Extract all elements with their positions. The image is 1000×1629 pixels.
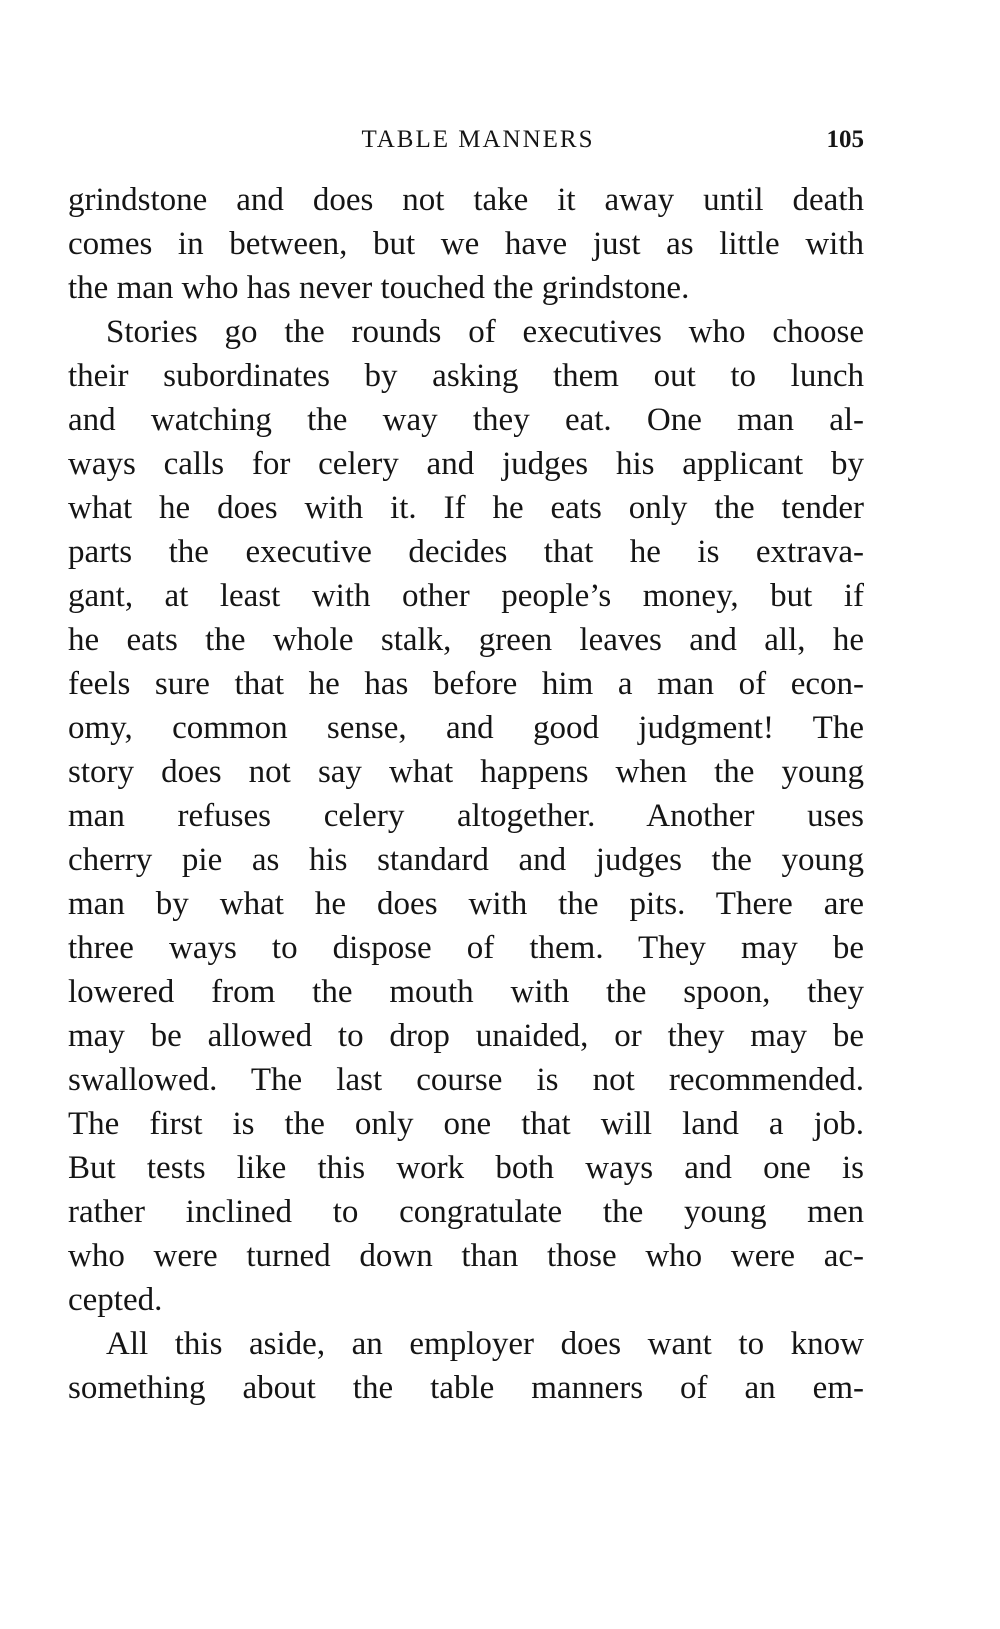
paragraph-first-line: All this aside, an employer does want to know <box>106 1326 864 1362</box>
text-line: The first is the only one that will land a job. <box>68 1106 864 1142</box>
text-line: three ways to dispose of them. They may be <box>68 930 864 966</box>
text-line: lowered from the mouth with the spoon, they <box>68 974 864 1010</box>
text-line: cherry pie as his standard and judges the young <box>68 842 864 878</box>
page-number: 105 <box>826 126 864 153</box>
text-line: something about the table manners of an em- <box>68 1370 864 1406</box>
text-line: ways calls for celery and judges his applicant by <box>68 446 864 482</box>
text-line: comes in between, but we have just as little with <box>68 226 864 262</box>
text-line: and watching the way they eat. One man al- <box>68 402 864 438</box>
text-line: swallowed. The last course is not recommended. <box>68 1062 864 1098</box>
text-line: feels sure that he has before him a man of econ- <box>68 666 864 702</box>
text-line: cepted. <box>68 1282 163 1318</box>
text-line: But tests like this work both ways and one is <box>68 1150 864 1186</box>
text-line: omy, common sense, and good judgment! The <box>68 710 864 746</box>
paragraph-first-line: Stories go the rounds of executives who choose <box>106 314 864 350</box>
text-line: the man who has never touched the grindstone. <box>68 270 690 306</box>
text-line: he eats the whole stalk, green leaves and all, he <box>68 622 864 658</box>
text-line: grindstone and does not take it away until death <box>68 182 864 218</box>
text-line: man by what he does with the pits. There are <box>68 886 864 922</box>
text-line: may be allowed to drop unaided, or they may be <box>68 1018 864 1054</box>
text-line: their subordinates by asking them out to lunch <box>68 358 864 394</box>
running-title: TABLE MANNERS <box>361 126 595 153</box>
text-line: rather inclined to congratulate the young men <box>68 1194 864 1230</box>
text-line: man refuses celery altogether. Another uses <box>68 798 864 834</box>
text-line: parts the executive decides that he is extrava- <box>68 534 864 570</box>
text-line: who were turned down than those who were ac- <box>68 1238 864 1274</box>
text-line: story does not say what happens when the young <box>68 754 864 790</box>
running-head <box>68 122 864 162</box>
text-line: what he does with it. If he eats only the tender <box>68 490 864 526</box>
body-text <box>68 178 864 1410</box>
text-line: gant, at least with other people’s money, but if <box>68 578 864 614</box>
